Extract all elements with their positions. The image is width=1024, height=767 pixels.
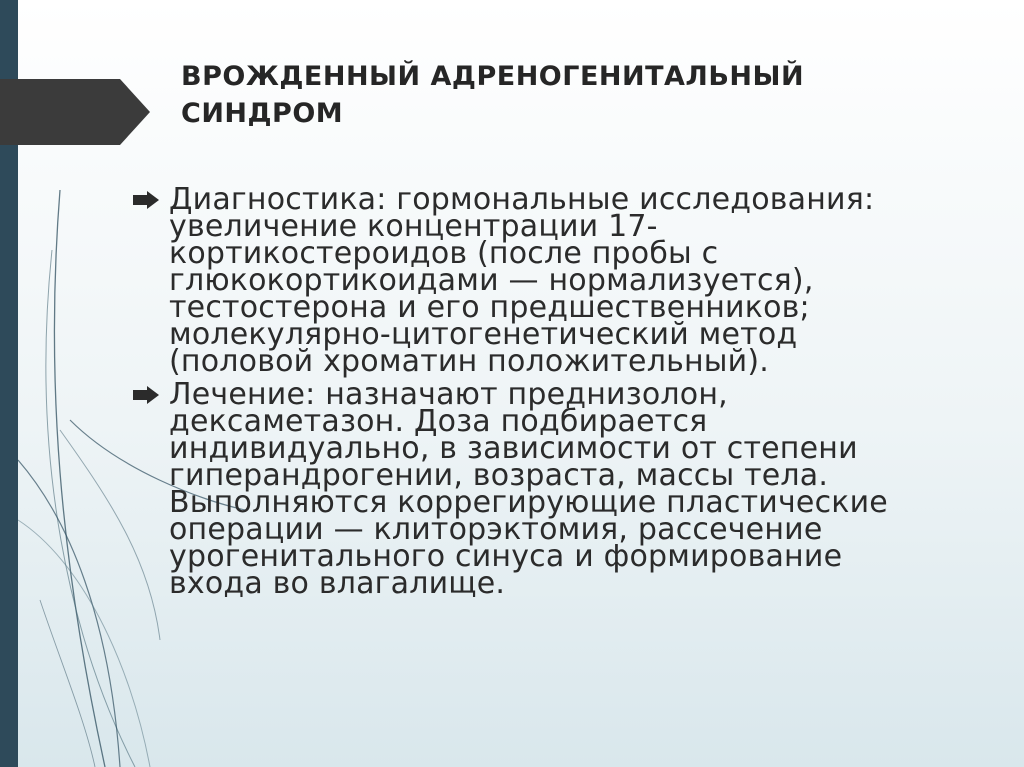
bullet-item-treatment [130,377,930,601]
arrow-bullet-icon [133,386,159,404]
bullet-item-diagnostics [130,182,930,379]
bullet-text: Диагностика: гормональные исследования: увеличение концентрации 17- кортикостероидов (после пробы с глюкокортикоидами — нормализуется), тестостерона и его предшественников; молекулярно-цитогенетический метод (половой хроматин положительный). [169,182,875,379]
bullet-list [130,182,930,603]
slide-title: ВРОЖДЕННЫЙ АДРЕНОГЕНИТАЛЬНЫЙ СИНДРОМ [181,61,805,129]
bullet-text: Лечение: назначают преднизолон, дексаметазон. Доза подбирается индивидуально, в зависимости от степени гиперандрогении, возраста, массы тела. Выполняются коррегирующие пластические операции — клиторэктомия, рассечение урогенитального синуса и формирование входа во влагалище. [169,377,888,601]
title-arrow-shape [0,79,150,145]
arrow-bullet-icon [133,191,159,209]
